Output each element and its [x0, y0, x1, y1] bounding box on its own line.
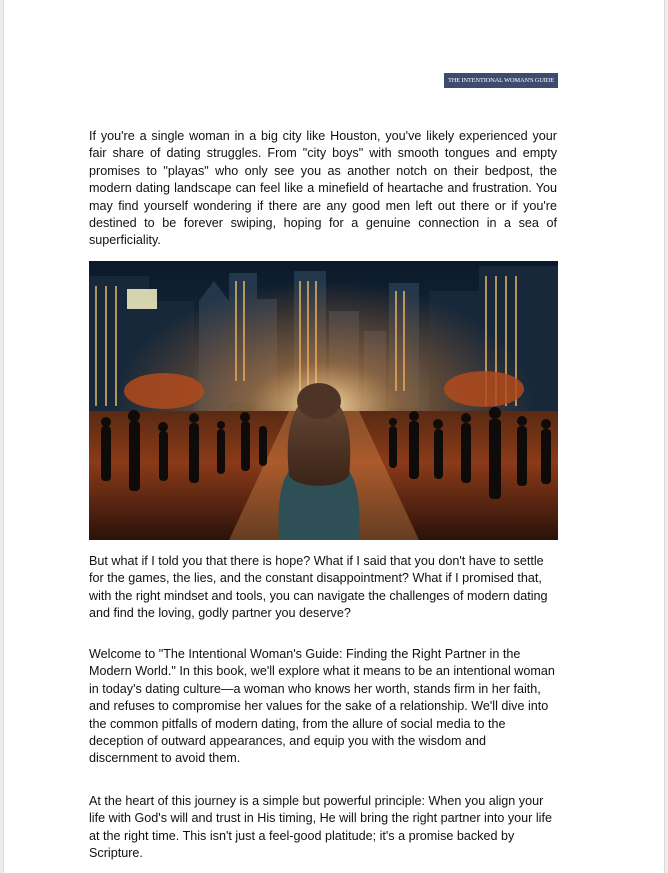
paragraph-principle: At the heart of this journey is a simple but powerful principle: When you align your life with God's will and trust in His timing, He will bring the right partner into your life at the right time. This isn't just a feel-good platitude; it's a promise backed by Scripture.: [89, 794, 552, 861]
city-night-illustration: [89, 261, 558, 540]
book-title-tag: THE INTENTIONAL WOMAN'S GUIDE: [444, 73, 558, 88]
paragraph-hope: But what if I told you that there is hope? What if I said that you don't have to settle for the games, the lies, and the constant disappointment? What if I promised that, with the right mindset and tools, you can navigate the challenges of modern dating and find the loving, godly partner you deserve?: [89, 554, 548, 621]
document-page: [3, 0, 665, 873]
paragraph-intro: If you're a single woman in a big city like Houston, you've likely experienced your fair share of dating struggles. From "city boys" with smooth tongues and empty promises to "playas" who only see you as another notch on their bedpost, the modern dating landscape can feel like a minefield of heartache and frustration. You may find yourself wondering if there are any good men left out there or if you're destined to be forever swiping, hoping for a genuine connection in a sea of superficiality.: [89, 129, 557, 248]
paragraph-welcome: Welcome to "The Intentional Woman's Guide: Finding the Right Partner in the Modern World." In this book, we'll explore what it means to be an intentional woman in today's dating culture—a woman who knows her worth, stands firm in her faith, and refuses to compromise her values for the sake of a relationship. We'll dive into the common pitfalls of modern dating, from the allure of social media to the deception of outward appearances, and equip you with the wisdom and discernment to avoid them.: [89, 647, 555, 766]
